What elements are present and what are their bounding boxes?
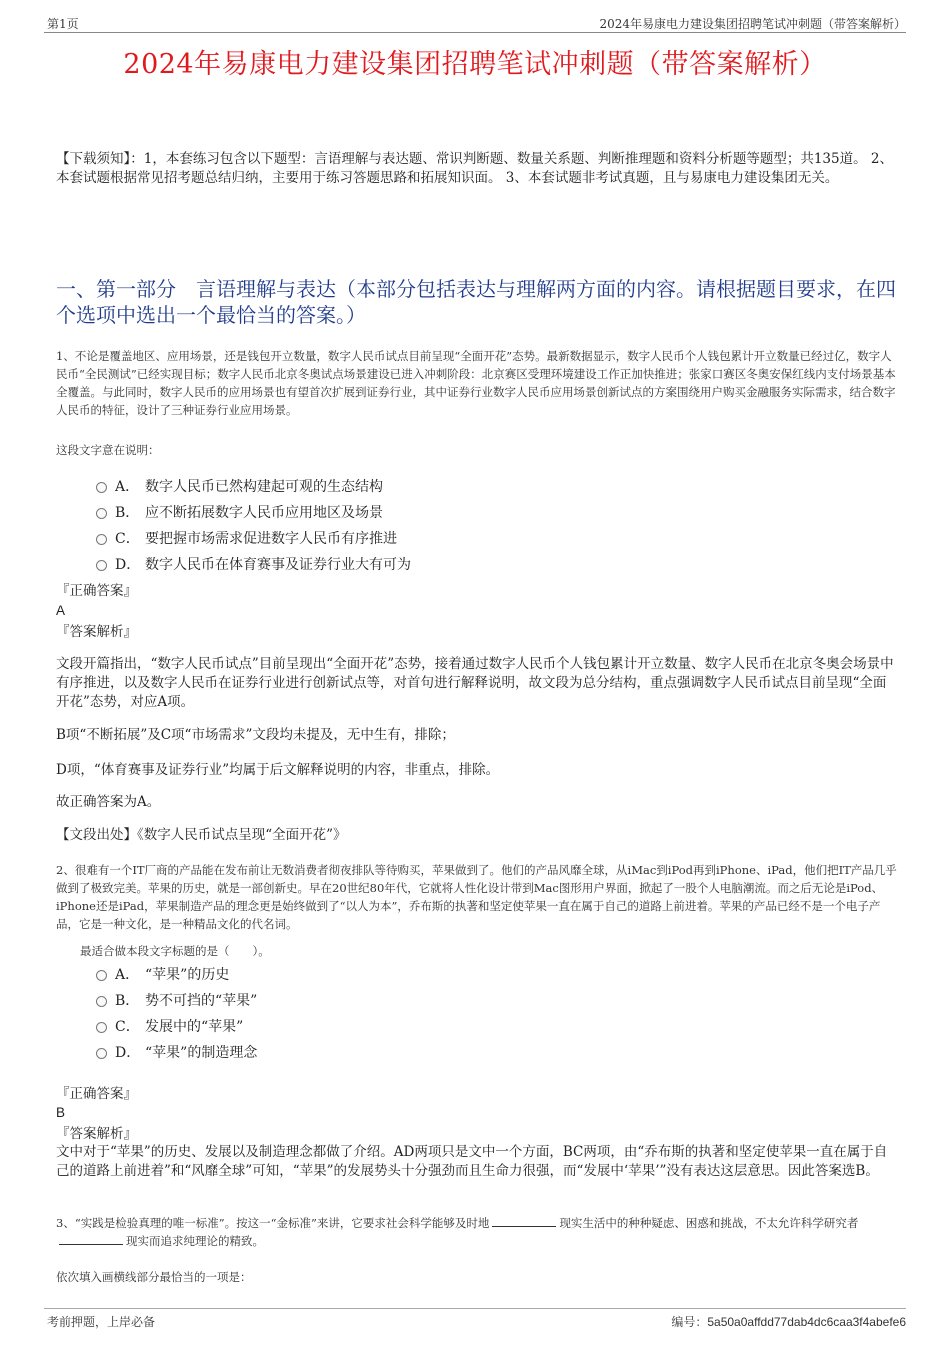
page-title: 2024年易康电力建设集团招聘笔试冲刺题（带答案解析） — [123, 49, 827, 80]
question-2-text: 2、很难有一个IT厂商的产品能在发布前让无数消费者彻夜排队等待购买，苹果做到了。他们的产品风靡全球，从iMac到iPod再到iPhone、iPad，他们把IT产品几乎做到了极致完美。苹果的历史，就是一部创新史。早在20世纪80年代，它就将人性化设计带到Mac图形用户界面，掀起了一股个人电脑潮流。而之后无论是iPod、iPhone还是iPad，苹果制造产品的理念更是始终做到了“以人为本”，乔布斯的执著和坚定使苹果一直在属于自己的道路上前进着。苹果的产品已经不是一个电子产品，它是一种文化，是一种精品文化的代名词。 — [56, 863, 897, 931]
section-heading: 一、第一部分 言语理解与表达（本部分包括表达与理解两方面的内容。请根据题目要求，在四个选项中选出一个最恰当的答案。） — [56, 277, 896, 327]
question-1-stem: 这段文字意在说明： — [56, 443, 160, 457]
q1-analysis-paragraph: D项，“体育赛事及证券行业”均属于后文解释说明的内容，非重点，排除。 — [56, 762, 500, 778]
page-number: 第1页 — [47, 17, 79, 31]
radio-icon[interactable] — [96, 996, 107, 1007]
radio-icon[interactable] — [96, 1048, 107, 1059]
q1-option-d[interactable]: D． 数字人民币在体育赛事及证券行业大有可为 — [96, 554, 411, 574]
header-divider — [44, 32, 906, 33]
footer-divider — [44, 1308, 906, 1309]
q2-analysis-paragraph: 文中对于“苹果”的历史、发展以及制造理念都做了介绍。AD两项只是文中一个方面，BC两项，由“乔布斯的执著和坚定使苹果一直在属于自己的道路上前进着”和“风靡全球”可知，“苹果”的发展势头十分强劲而且生命力很强，而“发展中‘苹果’”没有表达这层意思。因此答案选B。 — [56, 1144, 888, 1179]
q2-option-d[interactable]: D． “苹果”的制造理念 — [96, 1042, 257, 1062]
question-1-text: 1、不论是覆盖地区、应用场景，还是钱包开立数量，数字人民币试点目前呈现“全面开花”态势。最新数据显示，数字人民币个人钱包累计开立数量已经过亿，数字人民币“全民测试”已经实现目标；数字人民币北京冬奥试点场景建设已进入冲刺阶段：北京赛区受理环境建设工作正加快推进；张家口赛区冬奥安保红线内支付场景基本全覆盖。与此同时，数字人民币的应用场景也有望首次扩展到证券行业，其中证券行业数字人民币应用场景创新试点的方案围绕用户购买金融服务实际需求，结合数字人民币的特征，设计了三种证券行业应用场景。 — [56, 349, 896, 417]
document-id: 编号：5a50a0affdd77dab4dc6caa3f4abefe6 — [671, 1315, 906, 1329]
q1-source: 【文段出处】《数字人民币试点呈现“全面开花”》 — [56, 827, 347, 843]
question-2-stem: 最适合做本段文字标题的是（ ）。 — [80, 944, 270, 958]
q2-option-a[interactable]: A． “苹果”的历史 — [96, 964, 229, 984]
q1-option-a[interactable]: A． 数字人民币已然构建起可观的生态结构 — [96, 476, 383, 496]
q1-analysis-paragraph: 文段开篇指出，“数字人民币试点”目前呈现出“全面开花”态势，接着通过数字人民币个人钱包累计开立数量、数字人民币在北京冬奥会场景中有序推进，以及数字人民币在证券行业进行创新试点等，对首句进行解释说明，故文段为总分结构，重点强调数字人民币试点目前呈现“全面开花”态势，对应A项。 — [56, 656, 894, 710]
q2-option-c[interactable]: C． 发展中的“苹果” — [96, 1016, 243, 1036]
q2-answer: B — [56, 1105, 66, 1120]
radio-icon[interactable] — [96, 970, 107, 981]
q1-analysis-paragraph: 故正确答案为A。 — [56, 794, 161, 810]
radio-icon[interactable] — [96, 560, 107, 571]
running-header-title: 2024年易康电力建设集团招聘笔试冲刺题（带答案解析） — [599, 17, 906, 31]
q2-analysis-label: 『答案解析』 — [56, 1126, 137, 1142]
question-3-stem: 依次填入画横线部分最恰当的一项是： — [56, 1270, 252, 1284]
q1-answer: A — [56, 603, 66, 618]
fill-blank[interactable] — [492, 1214, 556, 1227]
q1-option-b[interactable]: B． 应不断拓展数字人民币应用地区及场景 — [96, 502, 383, 522]
download-notice: 【下载须知】：1，本套练习包含以下题型：言语理解与表达题、常识判断题、数量关系题、判断推理题和资料分析题等题型；共135道。 2、本套试题根据常见招考题总结归纳，主要用于练习答题思路和拓展知识面。 3、本套试题非考试真题，且与易康电力建设集团无关。 — [56, 151, 893, 186]
q2-answer-label: 『正确答案』 — [56, 1086, 137, 1102]
fill-blank[interactable] — [59, 1232, 123, 1245]
q1-answer-label: 『正确答案』 — [56, 583, 137, 599]
radio-icon[interactable] — [96, 534, 107, 545]
question-3-text: 3、“实践是检验真理的唯一标准”。按这一“金标准”来讲，它要求社会科学能够及时地 现实生活中的种种疑虑、困惑和挑战，不太允许科学研究者现实而追求纯理论的精致。 — [56, 1216, 859, 1248]
footer-slogan: 考前押题，上岸必备 — [47, 1315, 156, 1329]
radio-icon[interactable] — [96, 482, 107, 493]
q1-option-c[interactable]: C． 要把握市场需求促进数字人民币有序推进 — [96, 528, 397, 548]
radio-icon[interactable] — [96, 508, 107, 519]
q2-option-b[interactable]: B． 势不可挡的“苹果” — [96, 990, 257, 1010]
q1-analysis-label: 『答案解析』 — [56, 624, 137, 640]
radio-icon[interactable] — [96, 1022, 107, 1033]
q1-analysis-paragraph: B项“不断拓展”及C项“市场需求”文段均未提及，无中生有，排除； — [56, 727, 455, 743]
